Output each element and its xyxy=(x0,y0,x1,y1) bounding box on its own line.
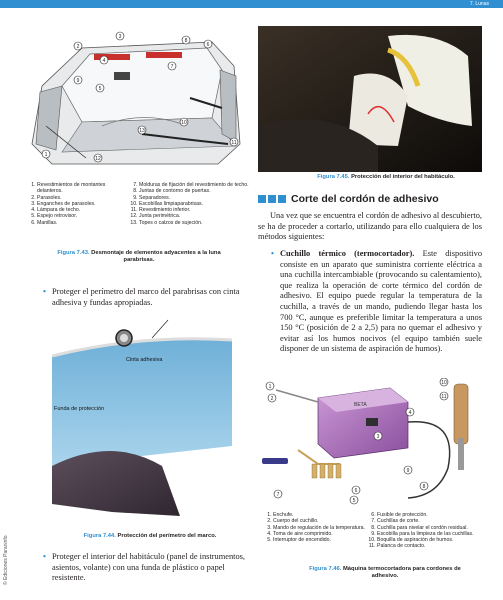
page-header-bar xyxy=(0,0,503,8)
heading-marker xyxy=(258,195,266,203)
callout-number: 10 xyxy=(181,119,187,126)
legend-item: 3. Enganches de parasoles. xyxy=(37,201,130,207)
legend-item: 8. Cuchilla para nivelar el cordón residual. xyxy=(377,525,484,531)
callout-number: 1 xyxy=(44,151,48,158)
fig44-caption: Figura 7.44. Protección del perímetro del marco. xyxy=(83,533,217,539)
bullet-thermal-knife: • Cuchillo térmico (termocortador). Este dispositivo consiste en un aparato que suministra corriente eléctrica a una cuchilla intercambiable (provocando su calentamiento), que realiza la operación de corte térmico del cordón de adhesivo. El equipo puede regular la temperatura de la cuchilla, a través de un mando, pudiendo llegar hasta los 700 °C, aunque es preferible limitar la temperatura a unos 150 °C (posición de 2 a 2,5) para no quemar el adhesivo y evitar así los humos nocivos (el equipo también suele disponer de un sistema de aspiración de humos). xyxy=(271,249,483,354)
fig44-label-tape: Cinta adhesiva xyxy=(126,357,163,363)
callout-number: 9 xyxy=(76,77,80,84)
legend-item: 10. Boquilla de aspiración de humos. xyxy=(377,537,484,543)
fig46-caption: Figura 7.46. Máquina termocortadora para cordones de adhesivo. xyxy=(309,566,461,579)
legend-item: 13. Topes o calzos de sujeción. xyxy=(139,220,250,226)
fig45-photo xyxy=(258,26,482,172)
fig43-illustration xyxy=(22,26,248,168)
chapter-label: 7. Lunas xyxy=(469,1,489,7)
callout-number: 8 xyxy=(422,483,426,490)
callout-number: 7 xyxy=(170,63,174,70)
callout-number: 6 xyxy=(206,41,210,48)
legend-item: 7. Cuchillas de corte. xyxy=(377,518,484,524)
legend-item: 2. Parasoles. xyxy=(37,195,130,201)
legend-item: 1. Enchufe. xyxy=(273,512,368,518)
callout-number: 2 xyxy=(270,395,274,402)
callout-number: 1 xyxy=(268,383,272,390)
fig43-legend xyxy=(26,182,130,226)
fig46-legend-cont xyxy=(366,512,484,550)
bullet-protect-interior: • Proteger el interior del habitáculo (panel de instrumentos, asientos, volante) con una funda de plástico o papel resistente. xyxy=(43,552,246,583)
callout-number: 2 xyxy=(76,43,80,50)
callout-number: 4 xyxy=(102,57,106,64)
legend-item: 11. Revestimiento inferior. xyxy=(139,207,250,213)
fig43-caption: Figura 7.43. Desmontaje de elementos adyacentes a la luna parabrisas. xyxy=(57,250,221,263)
legend-item: 10. Escobillas limpiaparabrisas. xyxy=(139,201,250,207)
legend-item: 6. Manillas. xyxy=(37,220,130,226)
bullet-protect-frame: • Proteger el perímetro del marco del parabrisas con cinta adhesiva y fundas apropiadas. xyxy=(43,287,240,307)
legend-item: 9. Escobilla para la limpieza de las cuchillas. xyxy=(377,531,484,537)
callout-number: 3 xyxy=(118,33,122,40)
callout-number: 6 xyxy=(354,487,358,494)
legend-item: 7. Molduras de fijación del revestimiento de techo. xyxy=(139,182,250,188)
legend-item: 5. Interruptor de encendido. xyxy=(273,537,368,543)
legend-item: 12. Junta perimétrica. xyxy=(139,213,250,219)
callout-number: 8 xyxy=(184,37,188,44)
legend-item: 9. Separadores. xyxy=(139,195,250,201)
callout-number: 11 xyxy=(231,139,237,146)
fig44-label-cover: Funda de protección xyxy=(54,406,105,412)
callout-number: 4 xyxy=(408,409,412,416)
legend-item: 4. Lámpara de techo. xyxy=(37,207,130,213)
fig43-legend-cont xyxy=(128,182,250,226)
legend-item: 3. Mando de regulación de la temperatura. xyxy=(273,525,368,531)
callout-number: 9 xyxy=(406,467,410,474)
callout-number: 5 xyxy=(352,497,356,504)
legend-item: 5. Espejo retrovisor. xyxy=(37,213,130,219)
fig46-brand: BETA xyxy=(354,402,367,408)
callout-number: 13 xyxy=(139,127,145,134)
legend-item: 8. Juntas de contorno de puertas. xyxy=(139,188,250,194)
legend-item: 1. Revestimientos de montantes delanteros. xyxy=(37,182,130,195)
callout-number: 5 xyxy=(98,85,102,92)
callout-number: 3 xyxy=(376,433,380,440)
legend-item: 2. Cuerpo del cuchillo. xyxy=(273,518,368,524)
fig45-caption: Figura 7.45. Protección del interior del habitáculo. xyxy=(317,174,455,180)
fig46-illustration xyxy=(258,378,484,508)
legend-item: 11. Palanca de contacto. xyxy=(377,543,484,549)
callout-number: 10 xyxy=(441,379,447,386)
section-heading: Corte del cordón de adhesivo xyxy=(258,193,439,205)
fig44-photo xyxy=(52,316,242,526)
fig46-legend xyxy=(262,512,368,543)
publisher-credit: © Ediciones Paraninfo xyxy=(3,535,9,585)
legend-item: 6. Fusible de protección. xyxy=(377,512,484,518)
callout-number: 12 xyxy=(95,155,101,162)
callout-number: 11 xyxy=(441,393,447,400)
callout-number: 7 xyxy=(276,491,280,498)
section-intro: Una vez que se encuentra el cordón de adhesivo al descubierto, se ha de proceder a cortarlo, utilizando para ello cualquiera de los métodos siguientes: xyxy=(258,211,482,242)
legend-item: 4. Toma de aire comprimido. xyxy=(273,531,368,537)
